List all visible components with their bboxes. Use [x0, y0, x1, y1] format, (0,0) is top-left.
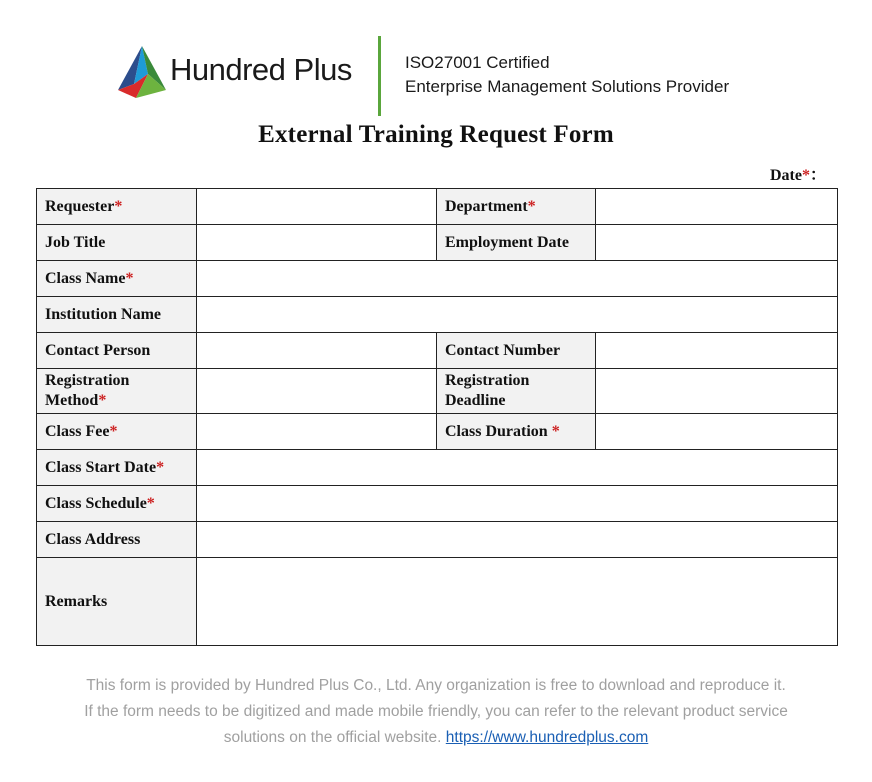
date-field[interactable]: [770, 162, 826, 185]
registration-method-label: Registration Method*: [37, 369, 197, 414]
class-address-label: Class Address: [37, 522, 197, 558]
table-row: [37, 486, 838, 522]
table-row: [37, 297, 838, 333]
table-row: [37, 225, 838, 261]
registration-deadline-input[interactable]: [596, 369, 838, 414]
document-header: [0, 0, 872, 120]
class-fee-label: Class Fee*: [37, 414, 197, 450]
contact-number-input[interactable]: [596, 333, 838, 369]
table-row: [37, 558, 838, 646]
footer-line-1: This form is provided by Hundred Plus Co., Ltd. Any organization is free to download and reproduce it.: [86, 677, 786, 694]
logo-wordmark: Hundred Plus: [170, 52, 352, 87]
table-row: [37, 414, 838, 450]
class-name-input[interactable]: [197, 261, 838, 297]
remarks-input[interactable]: [197, 558, 838, 646]
department-label: Department*: [437, 189, 596, 225]
employment-date-label: Employment Date: [437, 225, 596, 261]
class-schedule-label: Class Schedule*: [37, 486, 197, 522]
contact-number-label: Contact Number: [437, 333, 596, 369]
table-row: [37, 333, 838, 369]
required-mark: *: [801, 167, 810, 184]
class-schedule-input[interactable]: [197, 486, 838, 522]
hundred-plus-logo-icon: [114, 44, 170, 100]
requester-input[interactable]: [197, 189, 437, 225]
table-row: [37, 522, 838, 558]
department-input[interactable]: [596, 189, 838, 225]
contact-person-input[interactable]: [197, 333, 437, 369]
remarks-label: Remarks: [37, 558, 197, 646]
employment-date-input[interactable]: [596, 225, 838, 261]
header-divider: [378, 36, 381, 116]
job-title-input[interactable]: [197, 225, 437, 261]
tagline-description: Enterprise Management Solutions Provider: [405, 77, 730, 96]
registration-deadline-label: Registration Deadline: [437, 369, 596, 414]
requester-label: Requester*: [37, 189, 197, 225]
footer-line-3: solutions on the official website. https://www.hundredplus.com: [223, 729, 649, 746]
registration-method-input[interactable]: [197, 369, 437, 414]
form-title: External Training Request Form: [258, 121, 614, 148]
footer-notice: [0, 673, 872, 751]
class-start-date-label: Class Start Date*: [37, 450, 197, 486]
table-row: [37, 261, 838, 297]
table-row: [37, 369, 838, 414]
footer-line-2: If the form needs to be digitized and made mobile friendly, you can refer to the relevant product service: [84, 703, 788, 720]
date-colon: ：: [809, 167, 826, 184]
job-title-label: Job Title: [37, 225, 197, 261]
table-row: [37, 189, 838, 225]
official-website-link[interactable]: https://www.hundredplus.com: [445, 729, 649, 746]
table-row: [37, 450, 838, 486]
class-start-date-input[interactable]: [197, 450, 838, 486]
class-fee-input[interactable]: [197, 414, 437, 450]
class-duration-label: Class Duration *: [437, 414, 596, 450]
class-duration-input[interactable]: [596, 414, 838, 450]
date-label: Date: [770, 167, 802, 184]
company-tagline: [405, 51, 729, 99]
institution-name-label: Institution Name: [37, 297, 197, 333]
class-name-label: Class Name*: [37, 261, 197, 297]
request-form-table: [36, 188, 838, 646]
contact-person-label: Contact Person: [37, 333, 197, 369]
tagline-certification: ISO27001 Certified: [405, 53, 550, 72]
class-address-input[interactable]: [197, 522, 838, 558]
institution-name-input[interactable]: [197, 297, 838, 333]
